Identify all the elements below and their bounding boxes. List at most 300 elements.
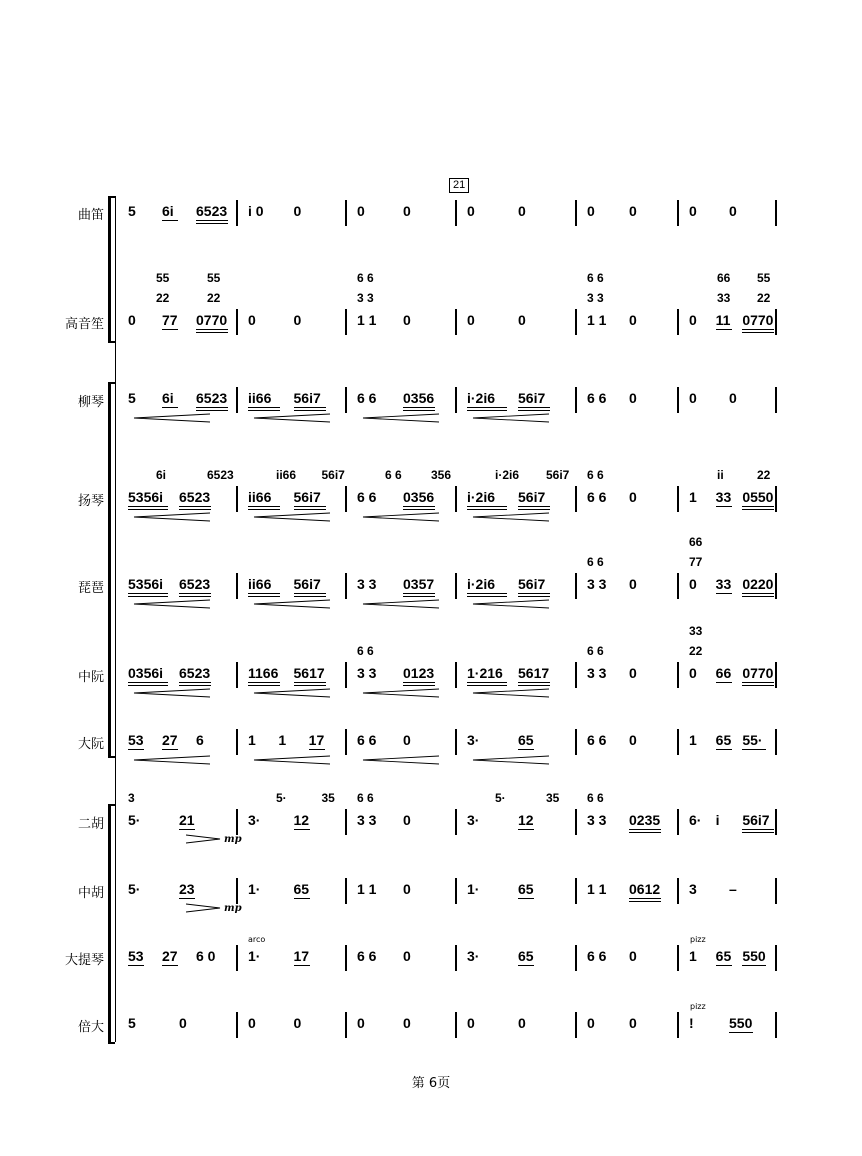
note-group: 0 xyxy=(357,203,365,219)
crescendo-hairpin xyxy=(252,413,332,423)
barline xyxy=(775,573,777,599)
note-group: 0 xyxy=(729,390,737,406)
note-group: 12 xyxy=(518,812,534,828)
note-group: 0 xyxy=(403,732,411,748)
note-group: 23 xyxy=(179,881,195,897)
crescendo-hairpin xyxy=(471,755,551,765)
note-group: 6523 xyxy=(179,576,211,592)
note-group: 21 xyxy=(179,812,195,828)
note-group: 0 xyxy=(629,948,637,964)
beam-line xyxy=(742,509,774,510)
barline xyxy=(345,200,347,226)
beam-line xyxy=(294,407,326,408)
stacked-note: i·2i6 xyxy=(495,468,520,482)
beam-line xyxy=(729,1032,753,1033)
stacked-note: 35 xyxy=(546,791,560,805)
barline xyxy=(677,309,679,335)
note-group: 0 xyxy=(629,1015,637,1031)
note-group: 0 xyxy=(629,312,637,328)
note-group: 3 xyxy=(689,881,697,897)
barline xyxy=(455,486,457,512)
note-group: 53 xyxy=(128,948,144,964)
note-group: 0 xyxy=(629,390,637,406)
beam-line xyxy=(518,410,550,411)
beam-line xyxy=(742,506,774,507)
stacked-note: 6 6 xyxy=(357,271,374,285)
note-group: 5 xyxy=(128,390,136,406)
note-group: 3 3 xyxy=(357,665,377,681)
barline xyxy=(345,387,347,413)
note-group: 0 xyxy=(403,948,411,964)
note-group: 27 xyxy=(162,732,178,748)
stacked-note: 6 6 xyxy=(357,791,374,805)
beam-line xyxy=(742,593,774,594)
barline xyxy=(575,878,577,904)
note-group: 65 xyxy=(293,881,310,897)
beam-line xyxy=(629,832,661,833)
beam-line xyxy=(518,685,550,686)
note-group: 0 xyxy=(248,1015,256,1031)
stacked-note: 55 xyxy=(156,271,170,285)
crescendo-hairpin xyxy=(252,688,332,698)
beam-line xyxy=(248,407,280,408)
note-group: ii66 xyxy=(248,576,272,592)
note-group: i xyxy=(715,812,720,828)
stacked-note: 55 xyxy=(207,271,221,285)
note-group: 17 xyxy=(308,732,325,748)
barline xyxy=(455,729,457,755)
beam-line xyxy=(294,509,326,510)
note-group: 66 xyxy=(715,665,732,681)
beam-line xyxy=(403,407,435,408)
note-group: 0123 xyxy=(403,665,435,681)
note-group: 0 xyxy=(467,1015,475,1031)
beam-line xyxy=(467,509,507,510)
barline xyxy=(775,809,777,835)
beam-line xyxy=(294,593,326,594)
beam-line xyxy=(196,407,228,408)
note-group: 0 xyxy=(467,312,475,328)
note-group: 65 xyxy=(518,881,534,897)
beam-line xyxy=(467,506,507,507)
note-group: 27 xyxy=(162,948,178,964)
beam-line xyxy=(179,898,195,899)
beam-line xyxy=(467,682,507,683)
note-group: 0 xyxy=(689,312,697,328)
note-group: 6523 xyxy=(179,489,211,505)
barline xyxy=(677,662,679,688)
note-group: 0357 xyxy=(403,576,435,592)
note-group: 0 xyxy=(357,1015,365,1031)
stacked-note: 3 xyxy=(128,791,135,805)
rehearsal-mark: 21 xyxy=(449,178,469,193)
instrument-label: 大阮 xyxy=(77,737,104,752)
barline xyxy=(455,200,457,226)
note-group: 6i xyxy=(162,203,174,219)
barline xyxy=(236,662,238,688)
note-group: 0550 xyxy=(742,489,774,505)
barline xyxy=(575,309,577,335)
beam-line xyxy=(742,685,774,686)
beam-line xyxy=(518,829,534,830)
stacked-note: 6 6 xyxy=(587,271,604,285)
note-group: 550 xyxy=(742,948,766,964)
beam-line xyxy=(294,965,310,966)
crescendo-hairpin xyxy=(252,512,332,522)
stacked-note: 6 6 xyxy=(385,468,402,482)
crescendo-hairpin xyxy=(361,599,441,609)
barline xyxy=(455,309,457,335)
beam-line xyxy=(629,829,661,830)
articulation-text: pizz xyxy=(690,1002,706,1011)
barline xyxy=(455,809,457,835)
beam-line xyxy=(162,407,178,408)
beam-line xyxy=(294,410,326,411)
beam-line xyxy=(403,682,435,683)
barline xyxy=(775,662,777,688)
note-group: 65 xyxy=(715,732,732,748)
beam-line xyxy=(248,506,280,507)
beam-line xyxy=(196,410,228,411)
beam-line xyxy=(716,682,732,683)
stacked-note: 56i7 xyxy=(321,468,345,482)
barline xyxy=(575,486,577,512)
beam-line xyxy=(629,898,661,899)
beam-line xyxy=(518,682,550,683)
beam-line xyxy=(716,965,732,966)
note-group: 6523 xyxy=(179,665,211,681)
stacked-note: 6i xyxy=(156,468,167,482)
crescendo-hairpin xyxy=(252,599,332,609)
beam-line xyxy=(742,329,774,330)
beam-line xyxy=(162,749,178,750)
note-group: 0 xyxy=(518,1015,526,1031)
note-group: 6 6 xyxy=(587,732,607,748)
note-group: ii66 xyxy=(248,489,272,505)
note-group: 0770 xyxy=(742,312,774,328)
note-group: 6 6 xyxy=(587,390,607,406)
crescendo-hairpin xyxy=(361,755,441,765)
beam-line xyxy=(162,329,178,330)
stacked-note: 77 xyxy=(689,555,703,569)
group-bracket-plucked xyxy=(108,382,115,758)
note-group: 1 xyxy=(689,948,697,964)
barline xyxy=(775,878,777,904)
crescendo-hairpin xyxy=(471,413,551,423)
beam-line xyxy=(162,965,178,966)
note-group: 0 xyxy=(293,203,302,219)
barline xyxy=(345,945,347,971)
crescendo-hairpin xyxy=(132,688,212,698)
beam-line xyxy=(716,749,732,750)
barline xyxy=(455,945,457,971)
note-group: 0 xyxy=(403,881,411,897)
barline xyxy=(236,200,238,226)
barline xyxy=(345,662,347,688)
note-group: 65 xyxy=(715,948,732,964)
instrument-label: 曲笛 xyxy=(77,208,104,223)
beam-line xyxy=(128,749,144,750)
note-group: 0 xyxy=(403,812,411,828)
crescendo-hairpin xyxy=(361,512,441,522)
stacked-note: 33 xyxy=(689,624,703,638)
note-group: 6523 xyxy=(196,390,228,406)
instrument-label: 大提琴 xyxy=(64,953,104,968)
note-group: 6· xyxy=(689,812,702,828)
barline xyxy=(575,662,577,688)
barline xyxy=(236,809,238,835)
barline xyxy=(345,573,347,599)
beam-line xyxy=(716,593,732,594)
note-group: 12 xyxy=(293,812,310,828)
beam-line xyxy=(196,223,228,224)
barline xyxy=(775,1012,777,1038)
stacked-note: 55 xyxy=(757,271,771,285)
beam-line xyxy=(742,832,774,833)
note-group: 6 6 xyxy=(357,732,377,748)
beam-line xyxy=(128,685,168,686)
instrument-label: 高音笙 xyxy=(64,317,104,332)
beam-line xyxy=(742,965,766,966)
stacked-note: 356 xyxy=(431,468,452,482)
group-bracket-bowed xyxy=(108,804,115,1044)
note-group: 56i7 xyxy=(518,576,546,592)
note-group: 1· xyxy=(467,881,480,897)
beam-line xyxy=(179,509,211,510)
barline xyxy=(575,573,577,599)
barline xyxy=(775,945,777,971)
beam-line xyxy=(128,593,168,594)
barline xyxy=(455,662,457,688)
group-bracket-winds xyxy=(108,196,115,343)
system-barline xyxy=(115,196,116,1042)
beam-line xyxy=(248,509,280,510)
stacked-note: 22 xyxy=(689,644,703,658)
stacked-note: 22 xyxy=(757,468,771,482)
note-group: 0 xyxy=(293,1015,302,1031)
note-group: 56i7 xyxy=(293,576,321,592)
beam-line xyxy=(403,593,435,594)
crescendo-hairpin xyxy=(132,599,212,609)
barline xyxy=(575,729,577,755)
stacked-note: 22 xyxy=(156,291,170,305)
beam-line xyxy=(716,329,732,330)
beam-line xyxy=(518,593,550,594)
beam-line xyxy=(518,509,550,510)
barline xyxy=(236,1012,238,1038)
note-group: 56i7 xyxy=(518,390,546,406)
stacked-note: 66 xyxy=(717,271,731,285)
note-group: 0356i xyxy=(128,665,164,681)
note-group: 0220 xyxy=(742,576,774,592)
note-group: 33 xyxy=(715,576,732,592)
beam-line xyxy=(294,596,326,597)
crescendo-hairpin xyxy=(361,688,441,698)
beam-line xyxy=(248,593,280,594)
note-group: 0 xyxy=(403,312,411,328)
beam-line xyxy=(403,509,435,510)
note-group: 5 xyxy=(128,203,136,219)
decrescendo-hairpin xyxy=(186,903,222,913)
note-group: 6 xyxy=(196,732,204,748)
note-group: 55· xyxy=(742,732,763,748)
barline xyxy=(677,200,679,226)
note-group: 65 xyxy=(518,948,534,964)
beam-line xyxy=(248,410,280,411)
dynamic-mark: mp xyxy=(224,834,242,845)
stacked-note: ii66 xyxy=(276,468,297,482)
note-group: 0 xyxy=(587,1015,595,1031)
note-group: 0612 xyxy=(629,881,661,897)
beam-line xyxy=(467,593,507,594)
barline xyxy=(345,809,347,835)
beam-line xyxy=(309,749,325,750)
barline xyxy=(236,387,238,413)
note-group: 1 xyxy=(278,732,287,748)
beam-line xyxy=(179,593,211,594)
beam-line xyxy=(248,596,280,597)
beam-line xyxy=(742,682,774,683)
note-group: 0 xyxy=(518,203,526,219)
beam-line xyxy=(467,410,507,411)
barline xyxy=(345,729,347,755)
crescendo-hairpin xyxy=(471,512,551,522)
stacked-note: ii xyxy=(717,468,724,482)
crescendo-hairpin xyxy=(471,688,551,698)
barline xyxy=(575,809,577,835)
note-group: 0356 xyxy=(403,489,435,505)
note-group: 1 1 xyxy=(587,312,607,328)
beam-line xyxy=(403,596,435,597)
instrument-label: 倍大 xyxy=(77,1020,104,1035)
beam-line xyxy=(294,682,326,683)
note-group: 0 xyxy=(518,312,526,328)
instrument-label: 二胡 xyxy=(77,817,104,832)
barline xyxy=(575,387,577,413)
beam-line xyxy=(716,506,732,507)
crescendo-hairpin xyxy=(132,755,212,765)
note-group: 0 xyxy=(293,312,302,328)
crescendo-hairpin xyxy=(132,413,212,423)
stacked-note: 6 6 xyxy=(357,644,374,658)
note-group: 6 6 xyxy=(357,948,377,964)
page-number: 第 6页 xyxy=(411,1076,451,1091)
stacked-note: 6 6 xyxy=(587,555,604,569)
beam-line xyxy=(742,829,774,830)
note-group: 5356i xyxy=(128,576,164,592)
note-group: 0 xyxy=(248,312,256,328)
beam-line xyxy=(518,965,534,966)
stacked-note: 6 6 xyxy=(587,644,604,658)
beam-line xyxy=(742,332,774,333)
note-group: i·2i6 xyxy=(467,489,496,505)
beam-line xyxy=(162,220,178,221)
note-group: 1·216 xyxy=(467,665,503,681)
note-group: 5· xyxy=(128,881,141,897)
barline xyxy=(677,945,679,971)
instrument-label: 中阮 xyxy=(77,670,104,685)
barline xyxy=(677,809,679,835)
note-group: 0 xyxy=(403,1015,411,1031)
beam-line xyxy=(403,506,435,507)
beam-line xyxy=(196,332,228,333)
barline xyxy=(345,878,347,904)
note-group: 0 xyxy=(467,203,475,219)
beam-line xyxy=(248,685,280,686)
note-group: 77 xyxy=(162,312,178,328)
note-group: 0 xyxy=(689,665,697,681)
note-group: 6 6 xyxy=(587,489,607,505)
stacked-note: 3 3 xyxy=(587,291,604,305)
note-group: 1 1 xyxy=(357,312,377,328)
note-group: 6 0 xyxy=(196,948,216,964)
beam-line xyxy=(518,898,534,899)
barline xyxy=(455,387,457,413)
note-group: 1 xyxy=(248,732,256,748)
note-group: 0770 xyxy=(196,312,228,328)
note-group: 3· xyxy=(248,812,261,828)
note-group: 3· xyxy=(467,812,480,828)
beam-line xyxy=(518,407,550,408)
beam-line xyxy=(629,901,661,902)
beam-line xyxy=(294,829,310,830)
barline xyxy=(345,1012,347,1038)
note-group: 1166 xyxy=(248,665,279,681)
barline xyxy=(775,200,777,226)
note-group: 1 xyxy=(689,489,697,505)
instrument-label: 柳琴 xyxy=(77,395,104,410)
stacked-note: 6 6 xyxy=(587,791,604,805)
barline xyxy=(575,1012,577,1038)
beam-line xyxy=(128,506,168,507)
note-group: 0 xyxy=(403,203,411,219)
note-group: 17 xyxy=(293,948,310,964)
barline xyxy=(677,878,679,904)
barline xyxy=(345,309,347,335)
note-group: 3 3 xyxy=(587,665,607,681)
note-group: 56i7 xyxy=(293,390,321,406)
note-group: 0 xyxy=(629,203,637,219)
barline xyxy=(455,1012,457,1038)
note-group: ! xyxy=(689,1015,694,1031)
note-group: 3 3 xyxy=(587,812,607,828)
note-group: 6 6 xyxy=(357,390,377,406)
note-group: 0 xyxy=(629,732,637,748)
barline xyxy=(775,387,777,413)
beam-line xyxy=(403,410,435,411)
stacked-note: 35 xyxy=(321,791,335,805)
barline xyxy=(677,729,679,755)
beam-line xyxy=(518,749,534,750)
crescendo-hairpin xyxy=(132,512,212,522)
note-group: 0 xyxy=(128,312,136,328)
note-group: 6523 xyxy=(196,203,228,219)
note-group: 3 3 xyxy=(357,576,377,592)
stacked-note: 22 xyxy=(207,291,221,305)
note-group: 0770 xyxy=(742,665,774,681)
dynamic-mark: mp xyxy=(224,903,242,914)
beam-line xyxy=(179,682,211,683)
note-group: 0 xyxy=(629,489,637,505)
note-group: 6 6 xyxy=(357,489,377,505)
note-group: 5617 xyxy=(518,665,550,681)
beam-line xyxy=(179,829,195,830)
note-group: 5356i xyxy=(128,489,164,505)
barline xyxy=(575,945,577,971)
beam-line xyxy=(518,596,550,597)
note-group: 5· xyxy=(128,812,141,828)
barline xyxy=(236,309,238,335)
